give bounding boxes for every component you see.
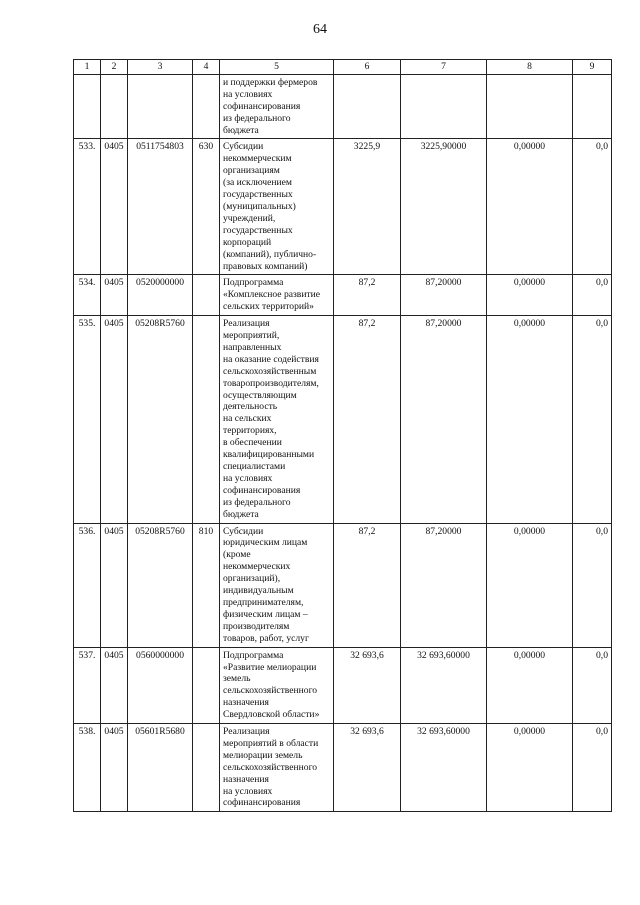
amount: 32 693,6 <box>334 647 401 723</box>
item-name: Подпрограмма «Комплексное развитие сельских территорий» <box>220 275 334 316</box>
table-row <box>74 275 612 316</box>
amount-2: 32 693,60000 <box>401 724 487 812</box>
expense-type-code <box>193 724 220 812</box>
target-code: 05208R5760 <box>128 523 193 647</box>
amount-2: 87,20000 <box>401 523 487 647</box>
section-code: 0405 <box>101 139 128 275</box>
amount: 32 693,6 <box>334 724 401 812</box>
item-name: и поддержки фермеров на условиях софинансирования из федерального бюджета <box>220 74 334 139</box>
target-code <box>128 74 193 139</box>
item-name: Субсидии юридическим лицам (кроме некоммерческих организаций), индивидуальным предпринимателям, физическим лицам – производителям товаров, работ, услуг <box>220 523 334 647</box>
amount <box>334 74 401 139</box>
table-row <box>74 523 612 647</box>
section-code: 0405 <box>101 275 128 316</box>
expense-type-code: 630 <box>193 139 220 275</box>
target-code: 0511754803 <box>128 139 193 275</box>
section-code: 0405 <box>101 724 128 812</box>
row-number: 535. <box>74 316 101 523</box>
expense-type-code <box>193 74 220 139</box>
amount: 87,2 <box>334 523 401 647</box>
header-row <box>74 60 612 75</box>
amount-3: 0,00000 <box>487 275 573 316</box>
header-cell: 1 <box>74 60 101 75</box>
amount-2: 32 693,60000 <box>401 647 487 723</box>
amount-4: 0,0 <box>573 139 612 275</box>
header-cell: 6 <box>334 60 401 75</box>
amount-3 <box>487 74 573 139</box>
row-number: 534. <box>74 275 101 316</box>
item-name: Реализация мероприятий в области мелиорации земель сельскохозяйственного назначения на условиях софинансирования <box>220 724 334 812</box>
header-cell: 7 <box>401 60 487 75</box>
header-cell: 2 <box>101 60 128 75</box>
row-number: 533. <box>74 139 101 275</box>
item-name: Субсидии некоммерческим организациям (за исключением государственных (муниципальных) учреждений, государственных корпораций (компаний), публично- правовых компаний) <box>220 139 334 275</box>
amount-4: 0,0 <box>573 275 612 316</box>
amount-2: 3225,90000 <box>401 139 487 275</box>
section-code <box>101 74 128 139</box>
amount-3: 0,00000 <box>487 647 573 723</box>
table-row <box>74 724 612 812</box>
amount-3: 0,00000 <box>487 316 573 523</box>
table-row <box>74 139 612 275</box>
header-cell: 9 <box>573 60 612 75</box>
page-number: 64 <box>313 22 327 37</box>
amount-2 <box>401 74 487 139</box>
target-code: 05208R5760 <box>128 316 193 523</box>
amount: 3225,9 <box>334 139 401 275</box>
row-number: 538. <box>74 724 101 812</box>
expense-type-code: 810 <box>193 523 220 647</box>
amount-4: 0,0 <box>573 523 612 647</box>
row-number: 536. <box>74 523 101 647</box>
amount-3: 0,00000 <box>487 724 573 812</box>
expense-type-code <box>193 316 220 523</box>
item-name: Подпрограмма «Развитие мелиорации земель сельскохозяйственного назначения Свердловской области» <box>220 647 334 723</box>
section-code: 0405 <box>101 316 128 523</box>
target-code: 05601R5680 <box>128 724 193 812</box>
amount-4: 0,0 <box>573 647 612 723</box>
amount-4: 0,0 <box>573 316 612 523</box>
table-row <box>74 316 612 523</box>
item-name: Реализация мероприятий, направленных на оказание содействия сельскохозяйственным товаропроизводителям, осуществляющим деятельность на сельских территориях, в обеспечении квалифицированными специалистами на условиях софинансирования из федерального бюджета <box>220 316 334 523</box>
amount-3: 0,00000 <box>487 139 573 275</box>
amount-2: 87,20000 <box>401 316 487 523</box>
header-cell: 4 <box>193 60 220 75</box>
amount-4: 0,0 <box>573 724 612 812</box>
target-code: 0560000000 <box>128 647 193 723</box>
expense-type-code <box>193 647 220 723</box>
section-code: 0405 <box>101 523 128 647</box>
amount: 87,2 <box>334 316 401 523</box>
amount: 87,2 <box>334 275 401 316</box>
header-cell: 8 <box>487 60 573 75</box>
header-cell: 5 <box>220 60 334 75</box>
target-code: 0520000000 <box>128 275 193 316</box>
table-row <box>74 647 612 723</box>
row-number <box>74 74 101 139</box>
amount-2: 87,20000 <box>401 275 487 316</box>
budget-table <box>73 59 612 812</box>
section-code: 0405 <box>101 647 128 723</box>
amount-3: 0,00000 <box>487 523 573 647</box>
row-number: 537. <box>74 647 101 723</box>
header-cell: 3 <box>128 60 193 75</box>
amount-4 <box>573 74 612 139</box>
table-row <box>74 74 612 139</box>
expense-type-code <box>193 275 220 316</box>
